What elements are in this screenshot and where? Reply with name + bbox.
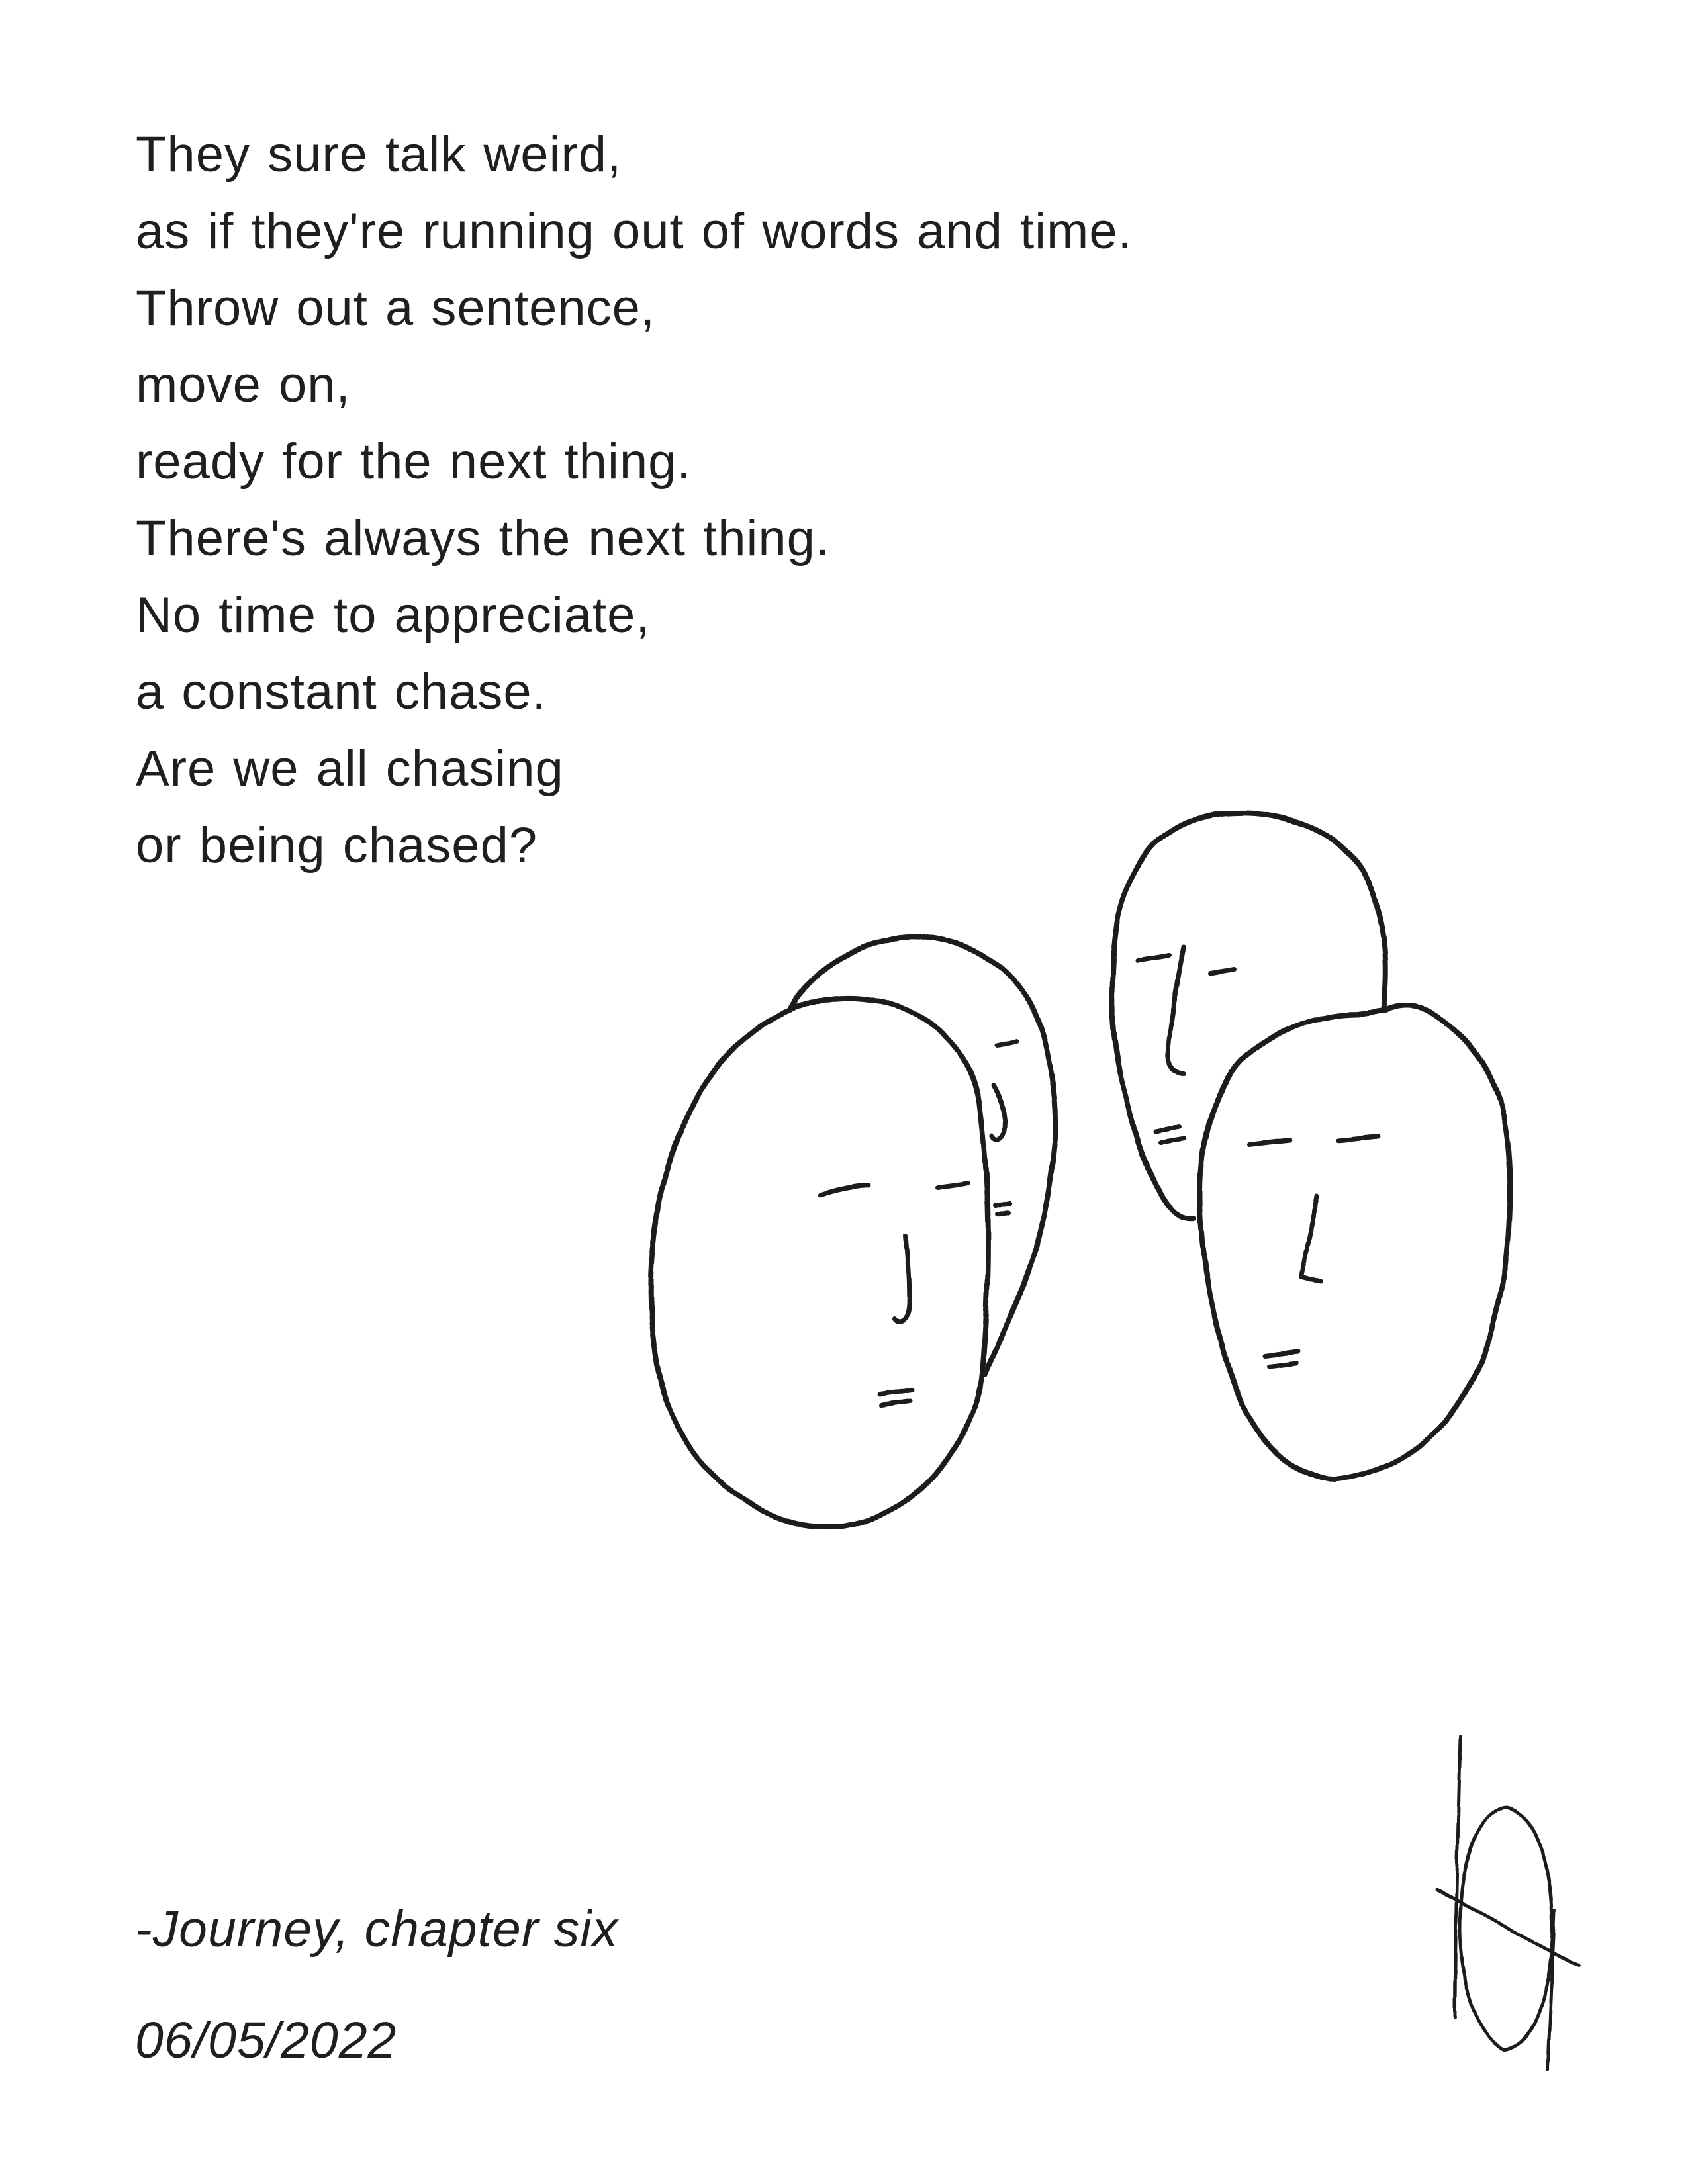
face-front-left-nose (894, 1236, 909, 1321)
date-text: 06/05/2022 (135, 2012, 397, 2069)
face-front-left-eye-left (821, 1185, 868, 1195)
poem-line: They sure talk weird, (136, 126, 622, 183)
poem-line: Are we all chasing (136, 741, 564, 797)
attribution-text: -Journey, chapter six (135, 1901, 618, 1958)
face-right-mouth-lower (1270, 1363, 1296, 1366)
face-top-right-eye-left (1137, 956, 1169, 961)
face-right-outline (1200, 1006, 1509, 1480)
face-front-left-eye-right (937, 1183, 968, 1187)
faces-drawing (616, 781, 1542, 1562)
face-back-left-mouth-lower (997, 1212, 1008, 1214)
face-right-mouth-upper (1266, 1351, 1297, 1355)
face-right-eye-left (1250, 1140, 1289, 1144)
poem-line: a constant chase. (136, 664, 547, 720)
face-top-right-mouth-lower (1160, 1138, 1185, 1142)
face-front-left-mouth-upper (880, 1390, 912, 1395)
oval-slash-monogram (1417, 1721, 1589, 2078)
face-right (1200, 1006, 1509, 1480)
monogram-slash (1436, 1890, 1579, 1966)
poem-line: Throw out a sentence, (136, 280, 655, 336)
face-top-right-nose (1168, 948, 1184, 1074)
face-front-left-mouth-lower (882, 1402, 911, 1406)
poem-line: There's always the next thing. (136, 510, 831, 567)
face-right-nose (1301, 1197, 1321, 1281)
poem-line: ready for the next thing. (136, 433, 692, 490)
four-faces-sketch (616, 781, 1542, 1562)
face-back-left-mouth-upper (995, 1203, 1009, 1206)
monogram-drawing (1417, 1721, 1589, 2078)
face-top-right-eye-right (1210, 969, 1234, 973)
face-back-left (789, 936, 1056, 1375)
poem-text (136, 116, 1133, 884)
face-back-left-eye (997, 1041, 1016, 1046)
face-right-eye-right (1338, 1136, 1378, 1140)
poem-line: No time to appreciate, (136, 587, 651, 643)
poem-line: as if they're running out of words and time. (136, 203, 1133, 259)
face-top-right-mouth-upper (1156, 1126, 1180, 1131)
face-back-left-nose (992, 1085, 1006, 1139)
face-front-left (651, 998, 988, 1527)
monogram-left-stroke (1455, 1737, 1460, 2017)
face-front-left-outline (651, 998, 988, 1527)
poem-line: or being chased? (136, 817, 538, 874)
face-back-left-outline (789, 936, 1056, 1375)
poem-line: move on, (136, 357, 351, 413)
